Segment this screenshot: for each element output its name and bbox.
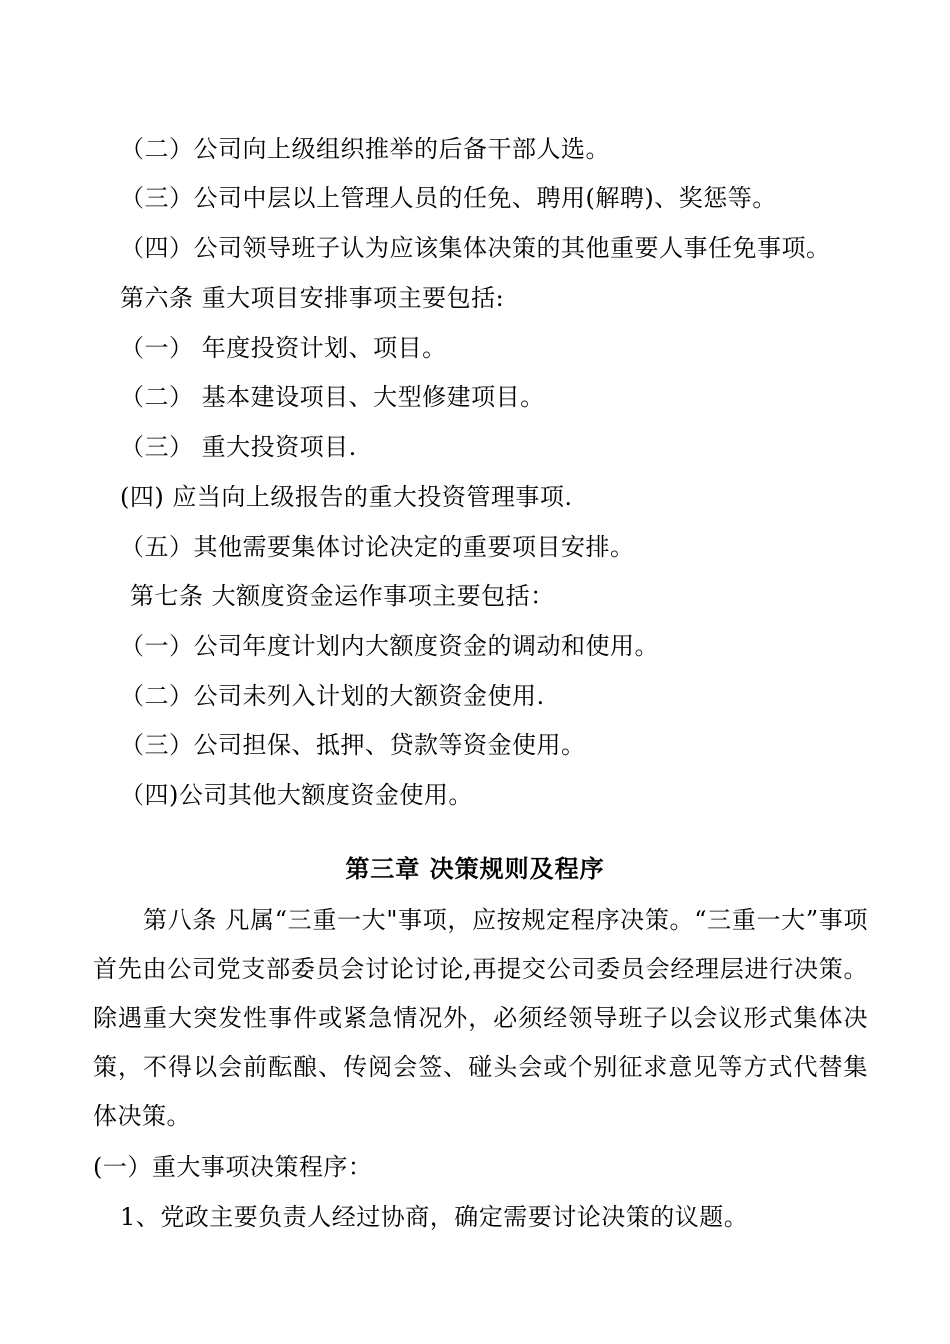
article-8-paragraph: 第八条 凡属“三重一大"事项，应按规定程序决策。“三重一大”事项首先由公司党支部委员会讨论讨论,再提交公司委员会经理层进行决策。除遇重大突发性事件或紧急情况外，必须经领导班子以会议形式集体决策，不得以会前酝酿、传阅会签、碰头会或个别征求意见等方式代替集体决策。 (93, 906, 868, 1130)
article-6-item-1: （一） 年度投资计划、项目。 (120, 334, 447, 362)
personnel-item-3: （三）公司中层以上管理人员的任免、聘用(解聘)、奖惩等。 (120, 184, 777, 212)
article-6-title: 第六条 重大项目安排事项主要包括: (120, 284, 505, 312)
article-6-item-2: （二） 基本建设项目、大型修建项目。 (120, 383, 545, 411)
article-7-item-2: （二）公司未列入计划的大额资金使用. (120, 682, 545, 710)
article-7-item-3: （三）公司担保、抵押、贷款等资金使用。 (120, 731, 586, 759)
article-7-title: 第七条 大额度资金运作事项主要包括： (130, 582, 555, 610)
article-7-item-4: （四)公司其他大额度资金使用。 (120, 781, 473, 809)
procedure-step-1: 1、党政主要负责人经过协商，确定需要讨论决策的议题。 (120, 1203, 749, 1231)
article-6-item-3: （三） 重大投资项目. (120, 433, 357, 461)
chapter-3-heading: 第三章 决策规则及程序 (345, 855, 605, 883)
article-6-item-4: (四) 应当向上级报告的重大投资管理事项. (120, 483, 573, 511)
article-6-item-5: （五）其他需要集体讨论决定的重要项目安排。 (120, 533, 635, 561)
personnel-item-2: （二）公司向上级组织推举的后备干部人选。 (120, 135, 610, 163)
procedure-title: (一）重大事项决策程序： (93, 1153, 373, 1181)
article-7-item-1: （一）公司年度计划内大额度资金的调动和使用。 (120, 632, 659, 660)
personnel-item-4: （四）公司领导班子认为应该集体决策的其他重要人事任免事项。 (120, 234, 831, 262)
